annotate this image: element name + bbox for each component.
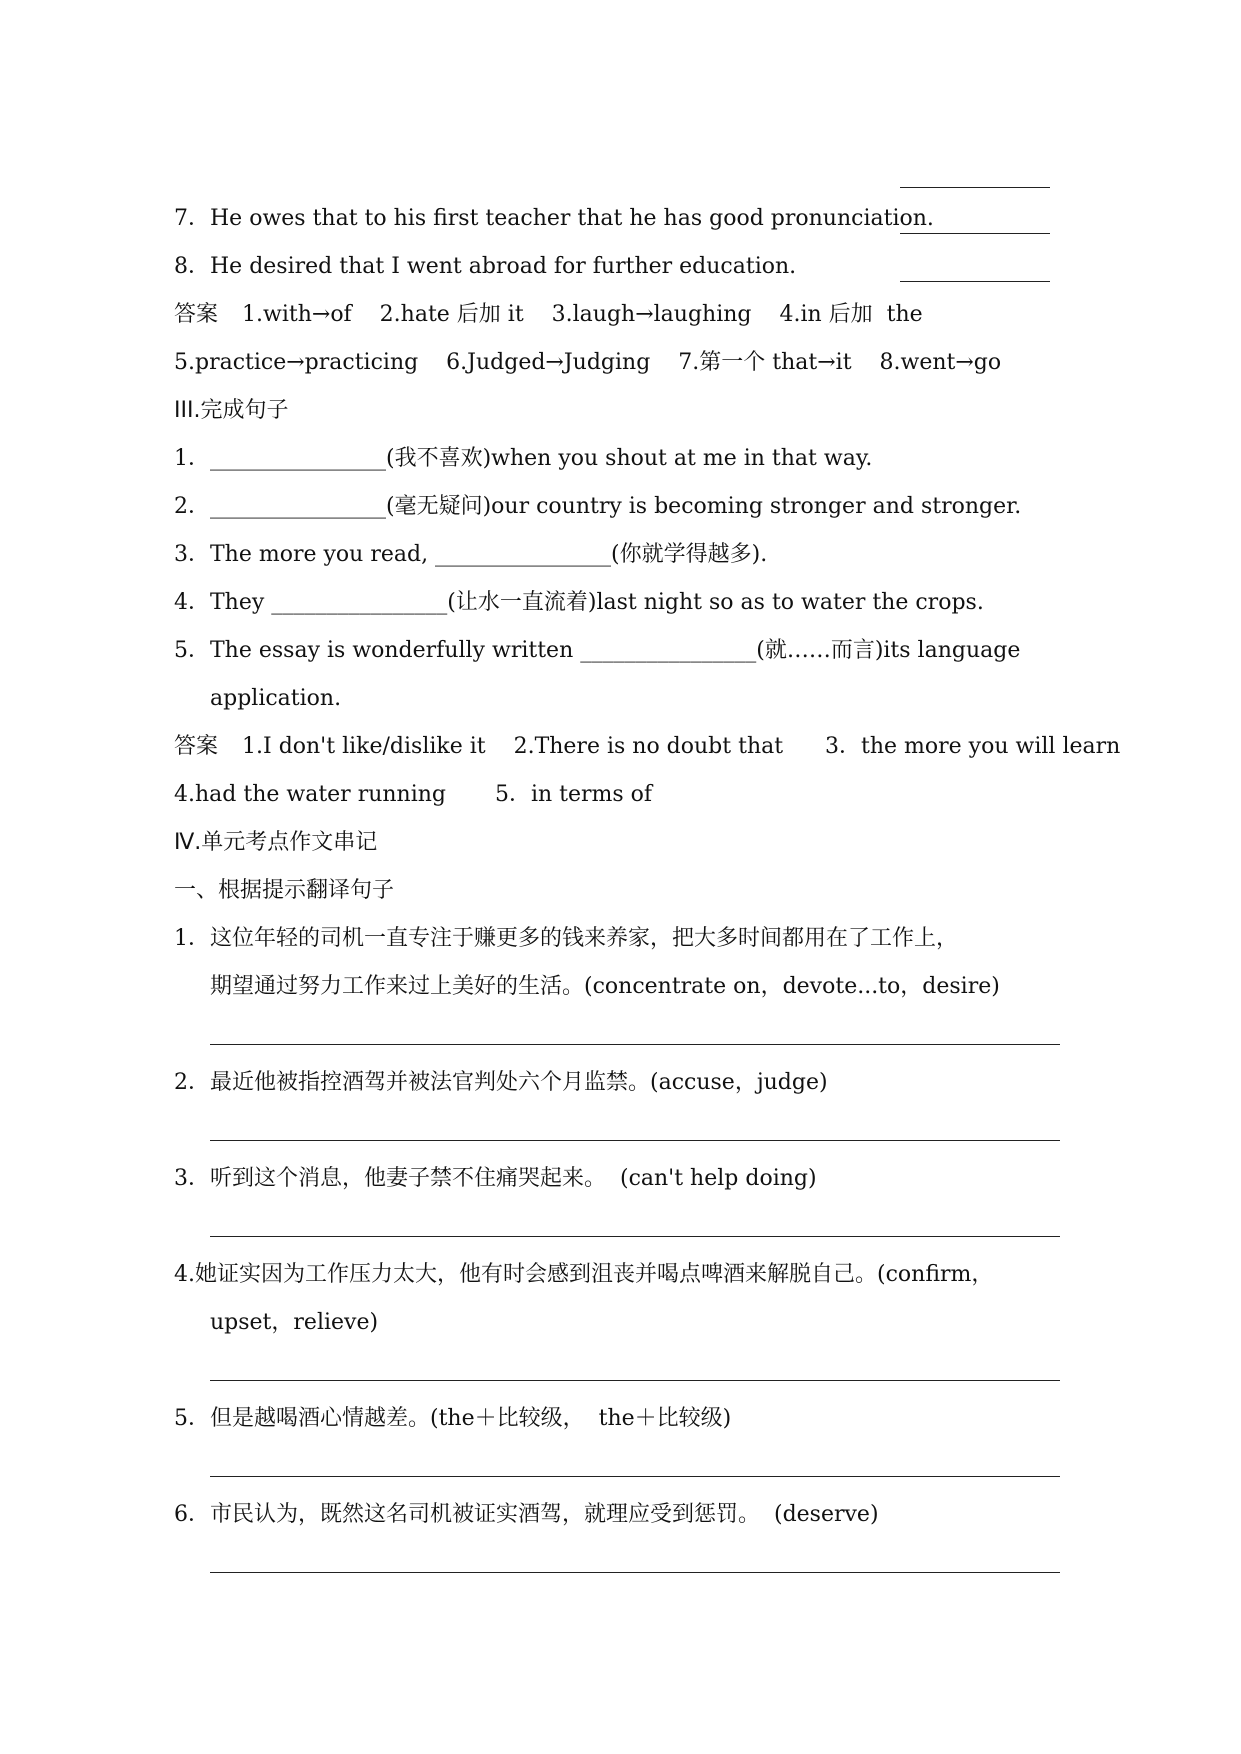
item-text: He owes that to his first teacher that he has good pronunciation. [210,206,934,231]
section-heading-writing: Ⅳ.单元考点作文串记 [174,830,378,855]
item-number: 2． [174,494,210,519]
answer-line-4[interactable] [210,1380,1060,1381]
answer-label: 答案 [174,302,219,327]
answer-key-part3-line2: 4.had the water running 5．in terms of [174,782,653,807]
answer-line-1[interactable] [210,1044,1060,1045]
item-text: The more you read, ________________(你就学得越多). [210,542,768,567]
complete-sentence-item-5-continued: application. [210,686,342,711]
item-number: 5． [174,638,210,663]
answer-key-part2-line2: 5.practice→practicing 6.Judged→Judging 7.第一个 that→it 8.went→go [174,350,1002,375]
translate-item-4 [174,1260,1074,1290]
subsection-heading-translate: 一、根据提示翻译句子 [174,878,395,903]
answer-text: 1.I don't like/dislike it 2.There is no doubt that 3．the more you will learn [242,734,1121,759]
answer-line-3[interactable] [210,1236,1060,1237]
item-number: 3． [174,542,210,567]
error-correction-item-7 [174,204,1074,234]
item-text: 但是越喝酒心情越差。(the＋比较级， the＋比较级) [210,1406,732,1431]
section-heading-complete-sentences: III.完成句子 [174,398,289,423]
complete-sentence-item-5 [174,636,1074,666]
answer-line-5[interactable] [210,1476,1060,1477]
item-number: 3． [174,1166,210,1191]
item-text: They ________________(让水一直流着)last night so as to water the crops. [210,590,984,615]
item-text: ________________(我不喜欢)when you shout at me in that way. [210,446,873,471]
answer-key-part3-line1 [174,732,1121,762]
item-number: 2． [174,1070,210,1095]
complete-sentence-item-1 [174,444,1074,474]
translate-item-4-continued: upset，relieve) [210,1310,379,1335]
item-number: 4． [174,590,210,615]
translate-item-1-continued: 期望通过努力工作来过上美好的生活。(concentrate on，devote...to，desire) [210,974,1000,999]
item-text: 这位年轻的司机一直专注于赚更多的钱来养家，把大多时间都用在了工作上， [210,926,959,951]
complete-sentence-item-4 [174,588,1074,618]
answer-blank-7[interactable] [900,233,1050,234]
answer-blank-6[interactable] [900,187,1050,188]
answer-key-part2-line1 [174,300,1074,330]
answer-label: 答案 [174,734,219,759]
item-text: He desired that I went abroad for further education. [210,254,797,279]
answer-line-6[interactable] [210,1572,1060,1573]
translate-item-2 [174,1068,1074,1098]
item-text: The essay is wonderfully written ________________(就……而言)its language [210,638,1021,663]
complete-sentence-item-3 [174,540,1074,570]
translate-item-3 [174,1164,1074,1194]
translate-item-5 [174,1404,1074,1434]
item-number: 1． [174,926,210,951]
item-number: 4. [174,1262,195,1287]
answer-blank-8[interactable] [900,281,1050,282]
item-number: 7． [174,206,210,231]
item-number: 1． [174,446,210,471]
error-correction-item-8 [174,252,1074,282]
item-text: 她证实因为工作压力太大，他有时会感到沮丧并喝点啤酒来解脱自己。(confirm， [195,1262,994,1287]
item-number: 5． [174,1406,210,1431]
item-text: 市民认为，既然这名司机被证实酒驾，就理应受到惩罚。 (deserve) [210,1502,879,1527]
answer-line-2[interactable] [210,1140,1060,1141]
item-text: 最近他被指控酒驾并被法官判处六个月监禁。(accuse，judge) [210,1070,828,1095]
item-number: 6． [174,1502,210,1527]
translate-item-6 [174,1500,1074,1530]
translate-item-1 [174,924,1074,954]
item-number: 8． [174,254,210,279]
complete-sentence-item-2 [174,492,1074,522]
answer-text: 1.with→of 2.hate 后加 it 3.laugh→laughing 4.in 后加 the [242,302,923,327]
item-text: 听到这个消息，他妻子禁不住痛哭起来。 (can't help doing) [210,1166,817,1191]
item-text: ________________(毫无疑问)our country is becoming stronger and stronger. [210,494,1022,519]
